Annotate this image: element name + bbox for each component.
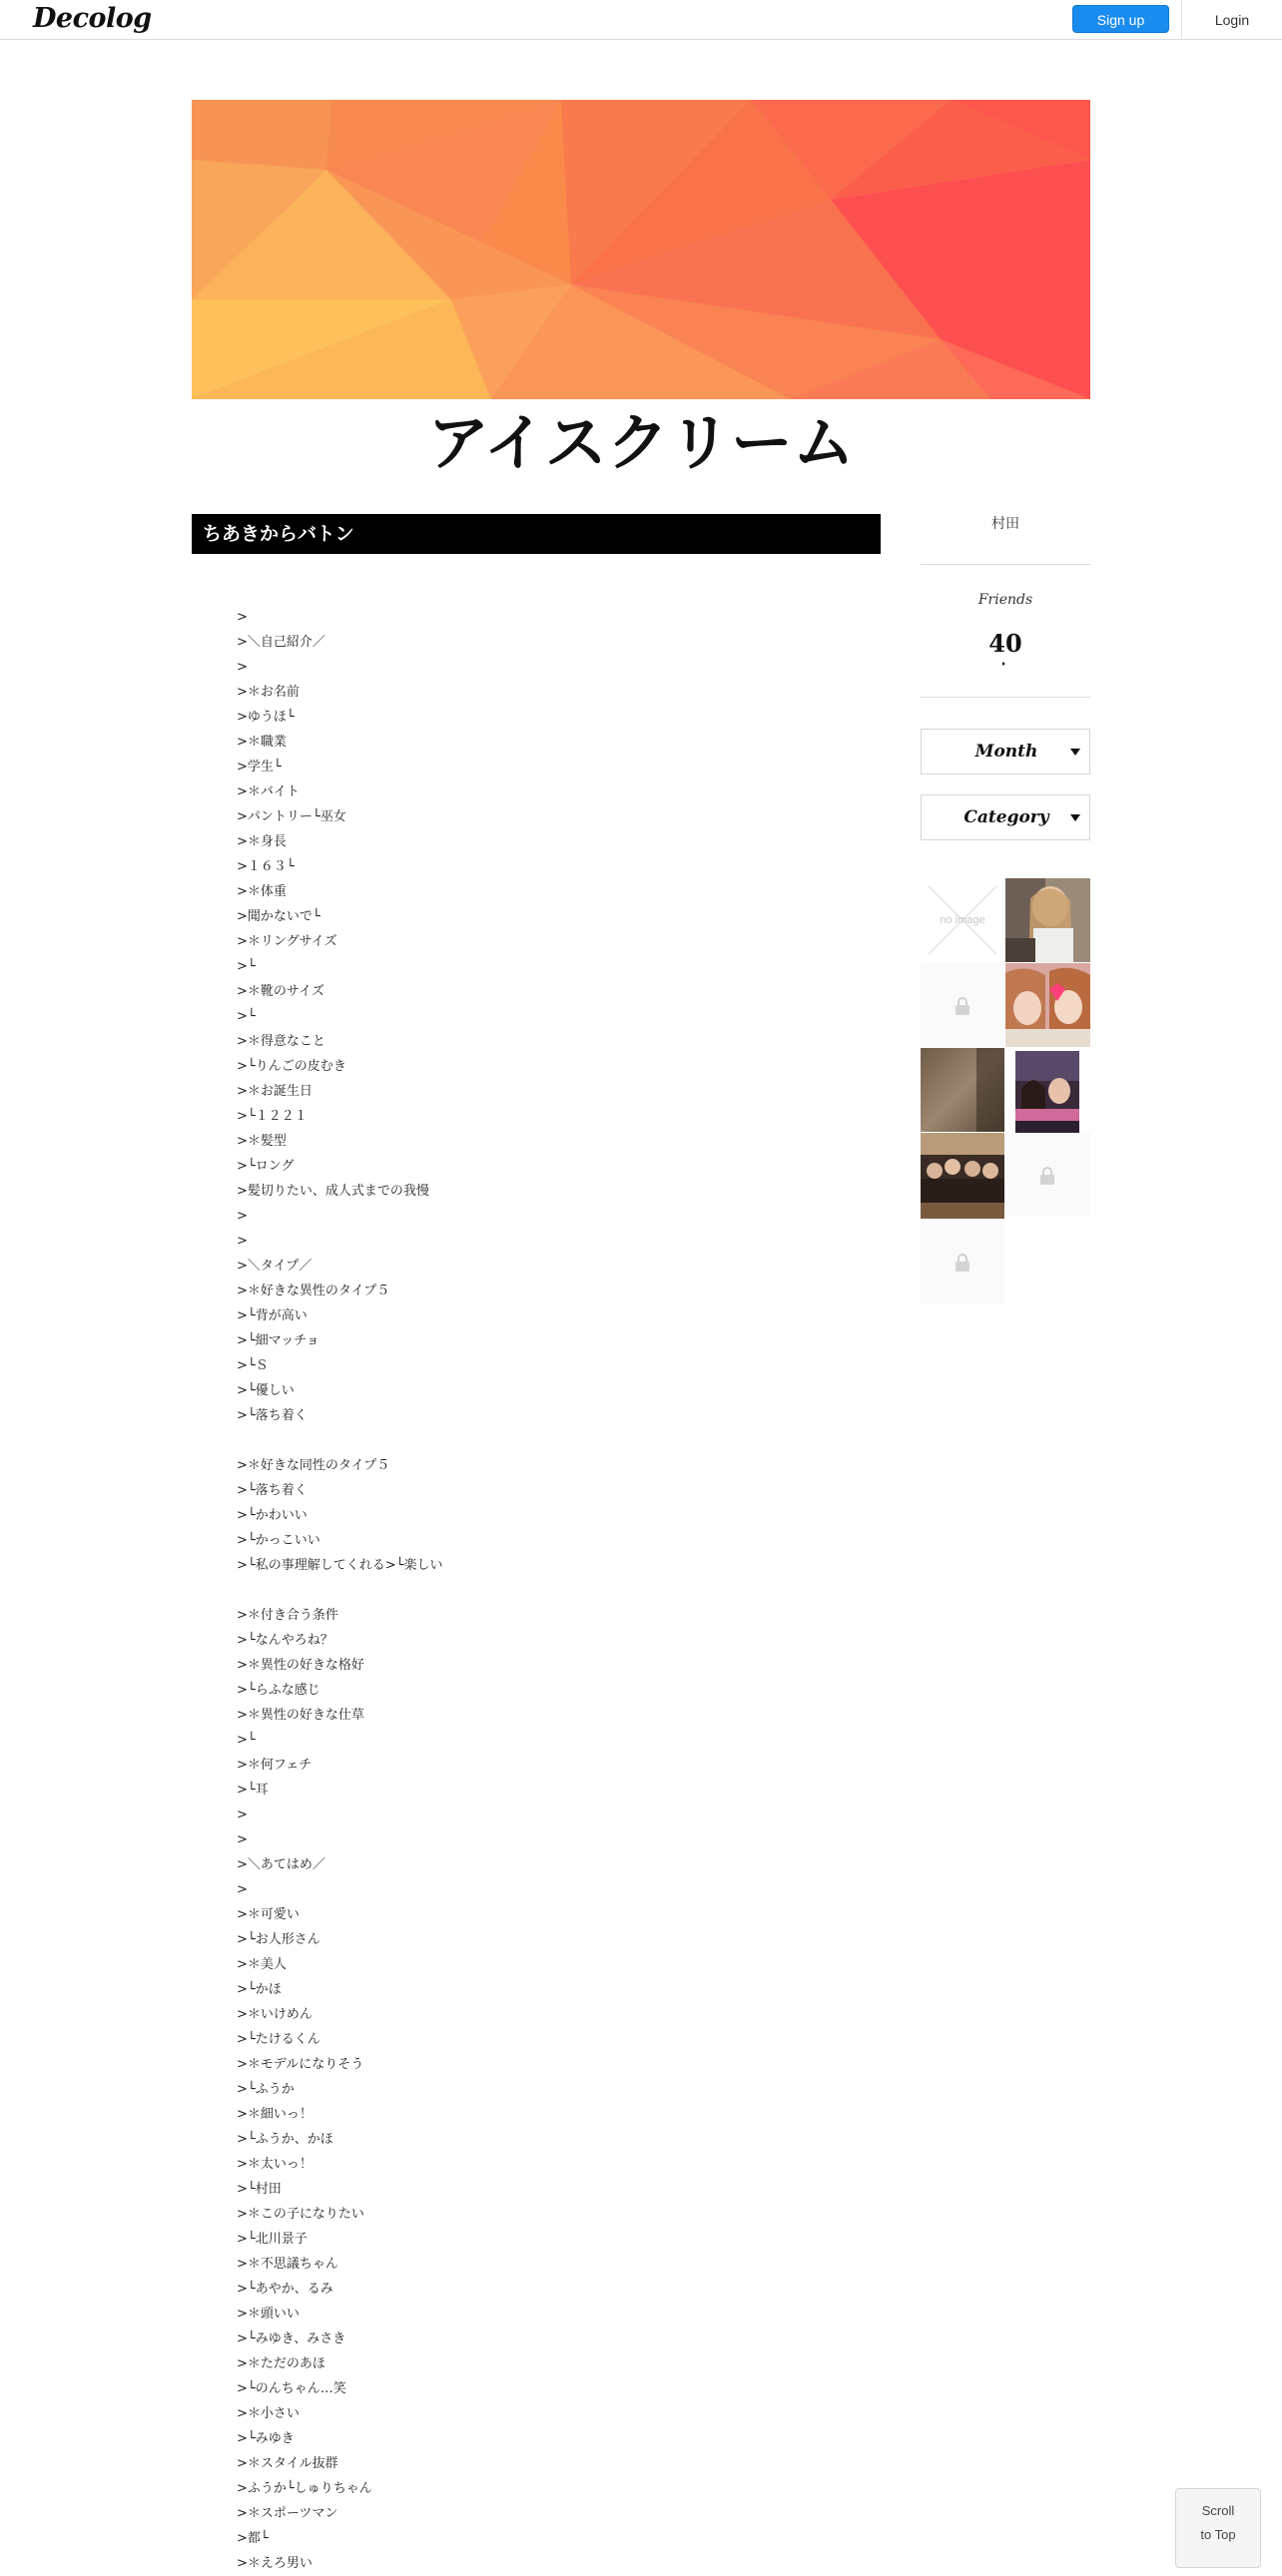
article-line: >髪切りたい、成人式までの我慢 xyxy=(237,1184,429,1199)
chevron-down-icon xyxy=(1070,814,1080,821)
article-line: >＼自己紹介／ xyxy=(237,635,325,650)
friends-count[interactable]: 40 xyxy=(988,629,1022,658)
article-line: >＊太いっ！ xyxy=(237,2157,313,2172)
article-line: >└みゆき xyxy=(237,2431,295,2446)
article-line: > xyxy=(237,1882,248,1897)
scroll-to-top-line2: to Top xyxy=(1200,2527,1236,2542)
article-line: >└ xyxy=(237,1733,256,1748)
article-line: >＊小さい xyxy=(237,2406,300,2421)
article-line: >└りんごの皮むき xyxy=(237,1059,346,1074)
photo-thumb[interactable] xyxy=(921,1048,1004,1132)
article-line: >└背が高い xyxy=(237,1308,308,1323)
article-line: >└かほ xyxy=(237,1982,282,1997)
article-line: > xyxy=(237,1209,248,1224)
article-line: >１６３└ xyxy=(237,859,295,874)
photo-thumb[interactable] xyxy=(1015,1051,1079,1135)
article-line: >＊えろ男い xyxy=(237,2556,313,2571)
article-line: >都└ xyxy=(237,2531,269,2546)
article-line: >＊付き合う条件 xyxy=(237,1608,338,1623)
friends-arrow-icon xyxy=(1002,662,1005,666)
photo-thumb-locked[interactable] xyxy=(1005,1133,1090,1217)
article-line: >＊可愛い xyxy=(237,1907,300,1922)
article-line: >＊不思議ちゃん xyxy=(237,2257,338,2272)
scroll-to-top-line1: Scroll xyxy=(1201,2503,1235,2518)
article-line: >└みゆき、みさき xyxy=(237,2331,346,2346)
article-line xyxy=(237,1428,856,1453)
article-line: >＊頭いい xyxy=(237,2307,300,2321)
scroll-to-top-button[interactable] xyxy=(1175,2488,1261,2568)
article-line: >＊お名前 xyxy=(237,685,300,700)
article-line: >＊ただのあほ xyxy=(237,2356,325,2371)
article-line: >ふうか└しゅりちゃん xyxy=(237,2481,372,2496)
photo-thumb[interactable] xyxy=(1005,878,1090,962)
article-line: >└ xyxy=(237,959,256,974)
article-line: >└ふうか、かほ xyxy=(237,2132,333,2147)
article-line: >＊何フェチ xyxy=(237,1758,313,1773)
article-line: >└北川景子 xyxy=(237,2232,308,2247)
article-line: >└Ｓ xyxy=(237,1358,269,1373)
article-line: > xyxy=(237,1234,248,1249)
article-line: >＊異性の好きな格好 xyxy=(237,1658,364,1673)
article-line: >└落ち着く xyxy=(237,1408,308,1423)
article-line: >＊モデルになりそう xyxy=(237,2057,364,2072)
article-line: >└なんやろね？ xyxy=(237,1633,333,1648)
article-line: >＊スポーツマン xyxy=(237,2506,338,2521)
article-line: >└細マッチョ xyxy=(237,1333,320,1348)
top-bar xyxy=(0,0,1282,40)
article-line: >＼タイプ／ xyxy=(237,1259,313,1274)
article-title[interactable]: ちあきからバトン xyxy=(203,523,354,545)
blog-header-image xyxy=(192,100,1090,399)
article-line: >└あやか、るみ xyxy=(237,2282,333,2297)
article-line: >└らふな感じ xyxy=(237,1683,320,1698)
month-dropdown[interactable] xyxy=(921,729,1090,774)
decolog-logo[interactable]: Decolog xyxy=(33,3,152,34)
article-line: >└ふうか xyxy=(237,2082,295,2097)
friends-label: Friends xyxy=(977,592,1033,608)
article-line: >＊バイト xyxy=(237,784,300,799)
article-line: >＊異性の好きな仕草 xyxy=(237,1708,364,1723)
sidebar-divider xyxy=(921,697,1090,698)
article-line: >＊職業 xyxy=(237,735,287,750)
signup-button[interactable]: Sign up xyxy=(1072,5,1169,33)
login-button[interactable]: Login xyxy=(1214,12,1250,28)
article-line: >＊スタイル抜群 xyxy=(237,2456,338,2471)
article-line: >└１２２１ xyxy=(237,1109,308,1124)
article-line: > xyxy=(237,610,248,625)
lock-icon xyxy=(1038,1166,1056,1186)
article-line: >└かわいい xyxy=(237,1508,308,1523)
article-line: >└のんちゃん…笑 xyxy=(237,2381,346,2396)
author-name[interactable]: 村田 xyxy=(991,516,1019,532)
article-line: >パントリー└巫女 xyxy=(237,809,346,824)
article-line: >└村田 xyxy=(237,2182,282,2197)
article-line: > xyxy=(237,660,248,675)
article-line: >└ロング xyxy=(237,1159,295,1174)
photo-thumb-locked[interactable] xyxy=(921,1220,1004,1303)
article-line: >＊体重 xyxy=(237,884,287,899)
article-line: >└私の事理解してくれる>└楽しい xyxy=(237,1558,443,1573)
article-line: >＊得意なこと xyxy=(237,1034,325,1049)
article-line: >＊この子になりたい xyxy=(237,2207,364,2222)
article-line: >＊お誕生日 xyxy=(237,1084,313,1099)
article-line: >＼あてはめ／ xyxy=(237,1857,325,1872)
article-line: >＊美人 xyxy=(237,1957,287,1972)
lock-icon xyxy=(954,1253,971,1273)
article-line: >＊細いっ！ xyxy=(237,2107,313,2122)
photo-thumb[interactable] xyxy=(1005,963,1090,1047)
article-line: >＊靴のサイズ xyxy=(237,984,324,999)
article-line: >＊いけめん xyxy=(237,2007,313,2022)
article-line: >＊身長 xyxy=(237,834,287,849)
photo-thumb[interactable] xyxy=(921,1133,1004,1219)
article-line: >└耳 xyxy=(237,1783,269,1798)
article-line: >└ xyxy=(237,1009,256,1024)
article-line: >＊好きな異性のタイプ５ xyxy=(237,1284,390,1298)
no-image-text: no image xyxy=(940,914,985,926)
chevron-down-icon xyxy=(1070,749,1080,756)
article-line: > xyxy=(237,1832,248,1847)
article-line: >└落ち着く xyxy=(237,1483,308,1498)
article-line: >└たけるくん xyxy=(237,2032,320,2047)
category-dropdown[interactable] xyxy=(921,794,1090,840)
article-line: >学生└ xyxy=(237,760,282,774)
article-line: >＊好きな同性のタイプ５ xyxy=(237,1458,390,1473)
article-line: >聞かないで└ xyxy=(237,909,320,924)
article-body xyxy=(237,605,856,2576)
article-title-bar xyxy=(192,514,881,554)
sidebar-divider xyxy=(921,564,1090,565)
lock-icon xyxy=(954,996,971,1016)
month-dropdown-label: Month xyxy=(974,742,1038,762)
article-line: >＊髪型 xyxy=(237,1134,287,1149)
article-line: >ゆうほ└ xyxy=(237,710,295,725)
article-line: >└お人形さん xyxy=(237,1932,320,1947)
blog-title[interactable]: アイスクリーム xyxy=(427,406,855,479)
article-line xyxy=(237,1578,856,1603)
article-line: >└優しい xyxy=(237,1383,295,1398)
category-dropdown-label: Category xyxy=(963,807,1049,827)
article-line: >└かっこいい xyxy=(237,1533,320,1548)
article-line: >＊リングサイズ xyxy=(237,934,337,949)
photo-thumb-no-image[interactable] xyxy=(921,878,1004,962)
photo-thumb-locked[interactable] xyxy=(921,963,1004,1047)
article-line: > xyxy=(237,1807,248,1822)
